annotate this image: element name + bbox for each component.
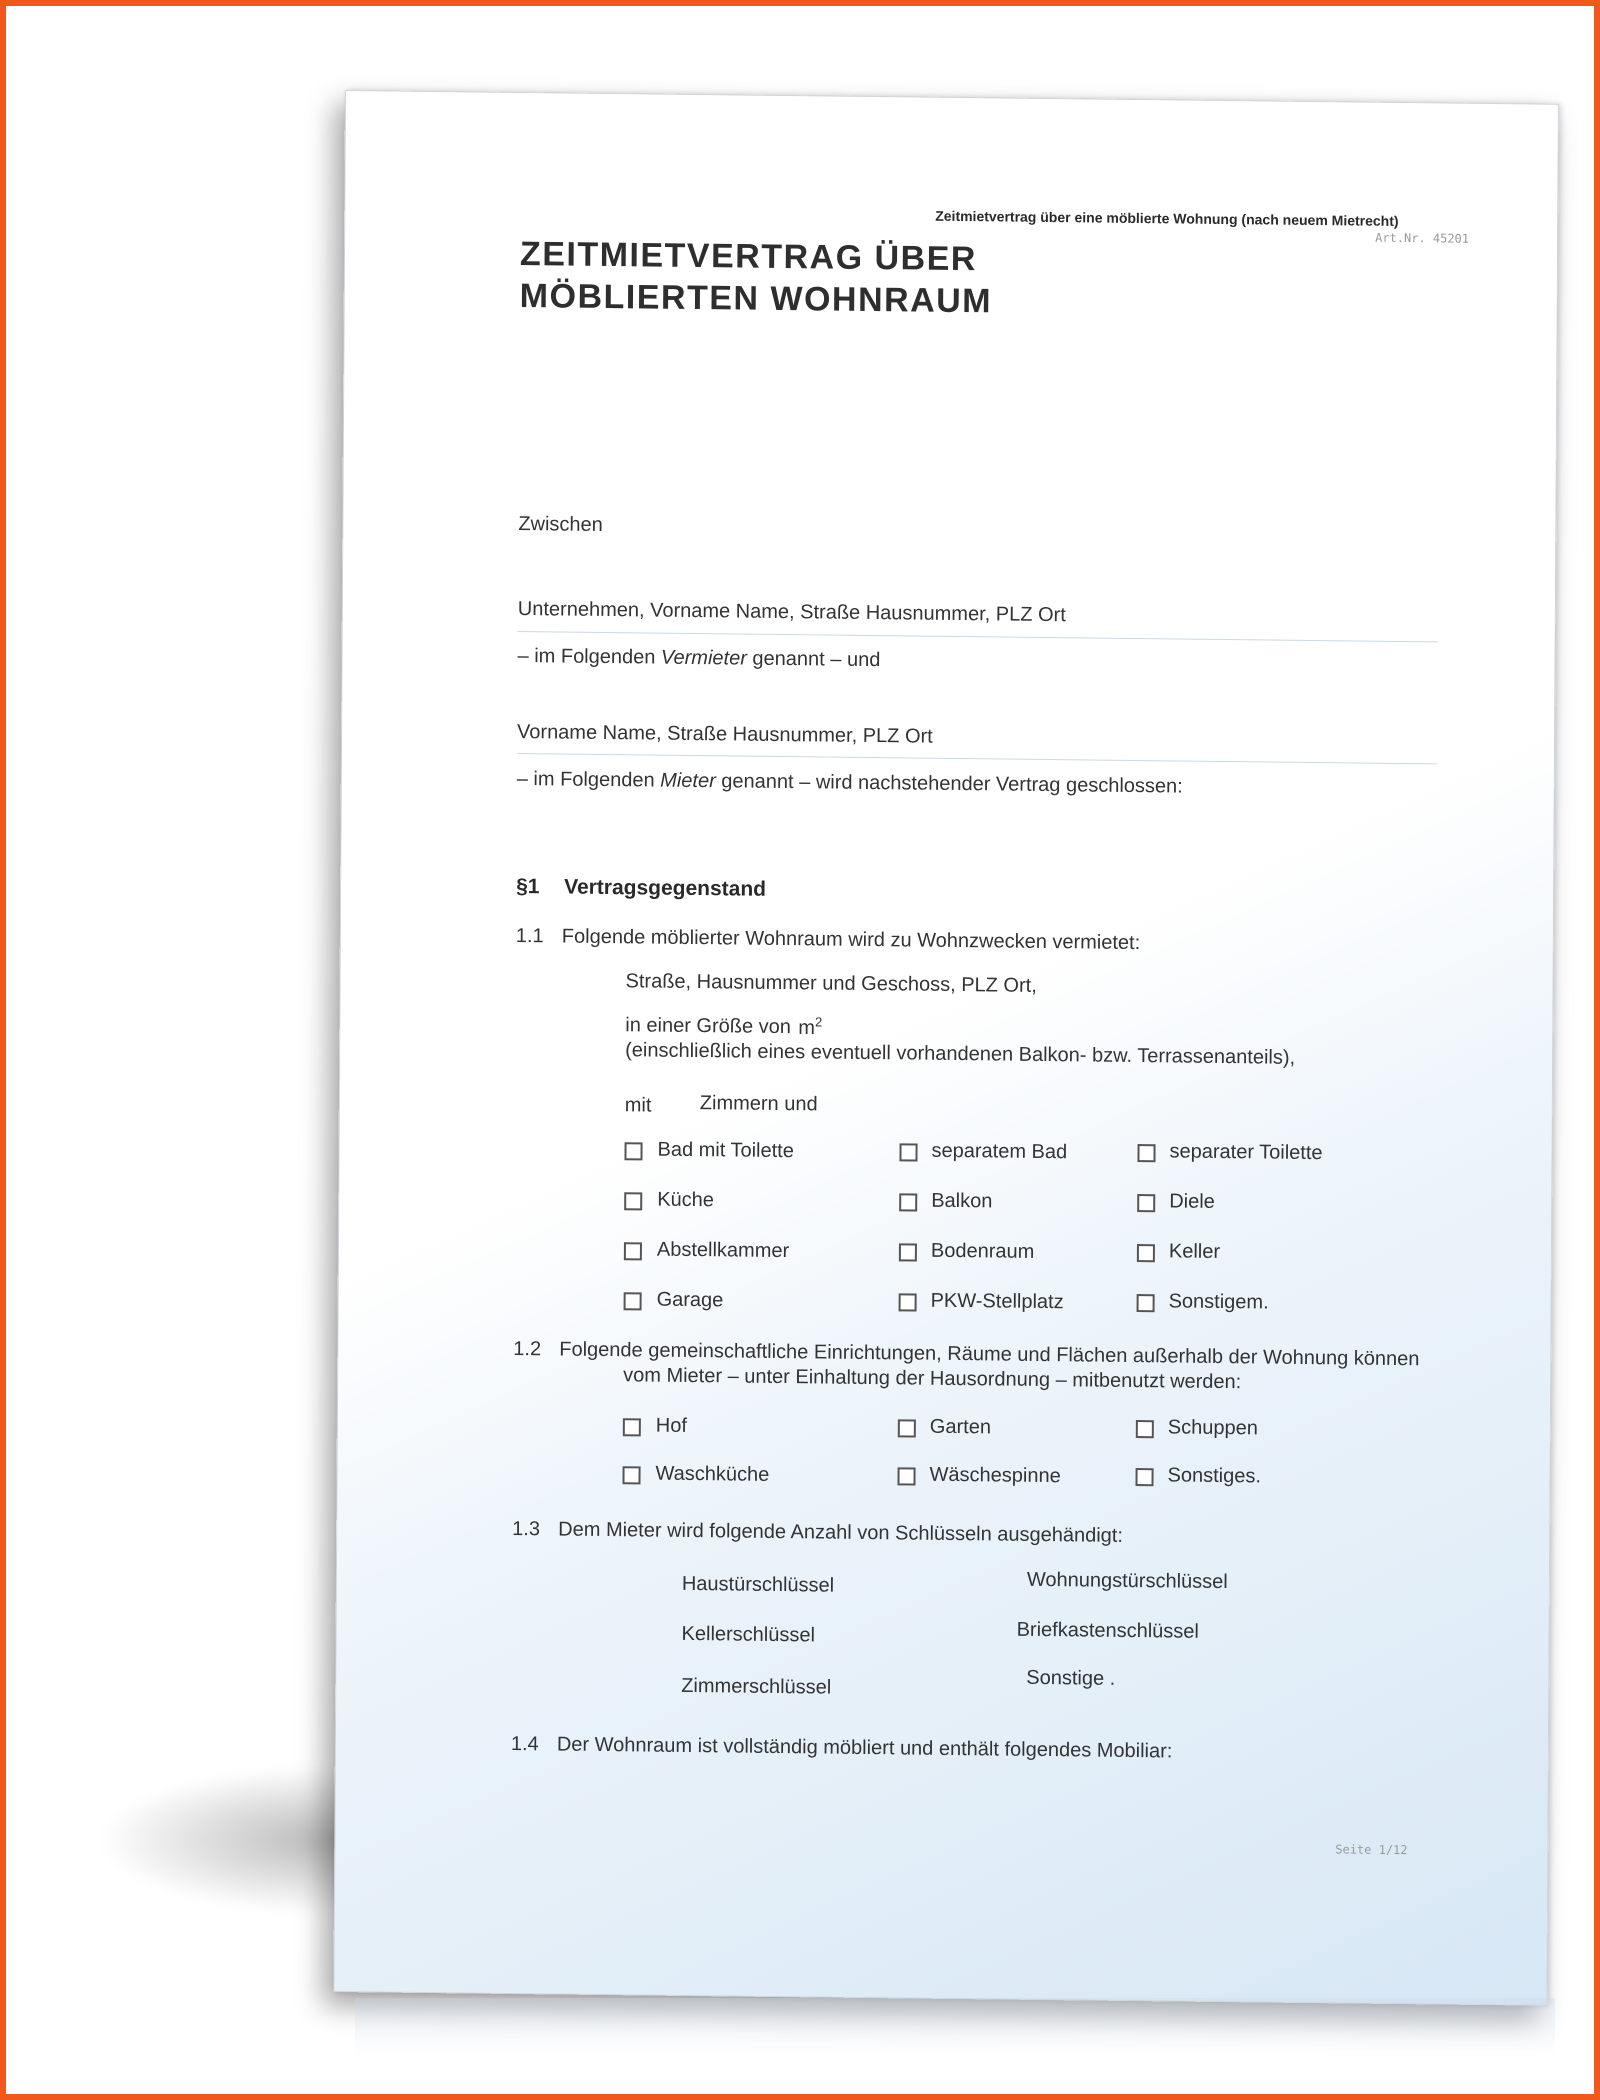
running-header: Zeitmietvertrag über eine möblierte Wohnung (nach neuem Mietrecht) xyxy=(935,207,1399,229)
item-1-2-number: 1.2 xyxy=(513,1337,542,1361)
title-line-1: ZEITMIETVERTRAG ÜBER xyxy=(519,234,978,279)
size-unit-exponent: 2 xyxy=(814,1014,823,1030)
label-separatem-bad: separatem Bad xyxy=(931,1139,1068,1164)
landlord-rule xyxy=(518,631,1438,642)
article-number: Art.Nr. 45201 xyxy=(1375,230,1470,246)
size-label: in einer Größe von xyxy=(625,1014,791,1039)
item-1-2-text-line2: vom Mieter – unter Einhaltung der Hausordnung – mitbenutzt werden: xyxy=(623,1364,1242,1394)
label-pkw-stellplatz: PKW-Stellplatz xyxy=(930,1289,1064,1314)
size-note: (einschließlich eines eventuell vorhandenen Balkon- bzw. Terrassenanteils), xyxy=(625,1039,1296,1069)
landlord-address: Unternehmen, Vorname Name, Straße Hausnummer, PLZ Ort xyxy=(517,597,1066,627)
checkbox-garten[interactable] xyxy=(898,1419,916,1437)
item-1-2-text: Folgende gemeinschaftliche Einrichtungen, Räume und Flächen außerhalb der Wohnung können xyxy=(559,1338,1420,1371)
checkbox-diele[interactable] xyxy=(1137,1194,1155,1212)
checkbox-balkon[interactable] xyxy=(899,1193,917,1211)
checkbox-abstellkammer[interactable] xyxy=(624,1242,642,1260)
checkbox-separatem-bad[interactable] xyxy=(899,1143,917,1161)
checkbox-kueche[interactable] xyxy=(624,1192,642,1210)
checkbox-waeschespinne[interactable] xyxy=(897,1467,915,1485)
item-1-4-number: 1.4 xyxy=(510,1732,539,1756)
title-line-2: MÖBLIERTEN WOHNRAUM xyxy=(519,276,993,321)
item-1-1-text: Folgende möblierter Wohnraum wird zu Wohnzwecken vermietet: xyxy=(561,925,1141,955)
label-diele: Diele xyxy=(1169,1190,1215,1213)
key-haustuer: Haustürschlüssel xyxy=(681,1572,835,1597)
tenant-role xyxy=(517,768,1183,799)
label-garage: Garage xyxy=(656,1288,724,1312)
section-title: Vertragsgegenstand xyxy=(564,875,767,901)
size-unit xyxy=(798,1014,822,1040)
checkbox-keller[interactable] xyxy=(1137,1244,1155,1262)
label-bodenraum: Bodenraum xyxy=(930,1239,1035,1263)
between-label: Zwischen xyxy=(518,512,603,536)
label-waschkueche: Waschküche xyxy=(655,1462,770,1486)
checkbox-bad-mit-toilette[interactable] xyxy=(624,1142,642,1160)
checkbox-sonstiges[interactable] xyxy=(1135,1468,1153,1486)
tenant-role-suffix: genannt – wird nachstehender Vertrag geschlossen: xyxy=(715,770,1183,798)
checkbox-schuppen[interactable] xyxy=(1136,1420,1154,1438)
property-address: Straße, Hausnummer und Geschoss, PLZ Ort, xyxy=(625,970,1037,997)
label-hof: Hof xyxy=(655,1414,688,1437)
item-1-3 xyxy=(512,1518,1123,1548)
key-briefkasten: Briefkastenschlüssel xyxy=(1016,1618,1199,1643)
label-keller: Keller xyxy=(1168,1240,1221,1263)
checkbox-garage[interactable] xyxy=(624,1292,642,1310)
label-sonstiges: Sonstiges. xyxy=(1167,1464,1262,1488)
item-1-4 xyxy=(511,1733,1173,1764)
key-wohnungstuer: Wohnungstürschlüssel xyxy=(1026,1568,1228,1594)
page-reflection xyxy=(355,1998,1555,2058)
tenant-role-prefix: – im Folgenden xyxy=(516,767,661,792)
rooms-prefix: mit xyxy=(624,1094,652,1117)
section-number: §1 xyxy=(516,874,540,899)
checkbox-separater-toilette[interactable] xyxy=(1137,1144,1155,1162)
tenant-address: Vorname Name, Straße Hausnummer, PLZ Ort xyxy=(517,720,933,748)
landlord-role xyxy=(517,645,880,672)
size-unit-m: m xyxy=(798,1016,816,1040)
key-keller: Kellerschlüssel xyxy=(681,1622,816,1647)
item-1-3-number: 1.3 xyxy=(512,1517,541,1541)
landlord-role-suffix: genannt – und xyxy=(746,647,881,672)
label-garten: Garten xyxy=(929,1415,992,1439)
page-number: Seite 1/12 xyxy=(1335,1842,1408,1858)
rooms-suffix: Zimmern und xyxy=(699,1092,818,1116)
landlord-role-prefix: – im Folgenden xyxy=(517,644,662,669)
tenant-rule xyxy=(517,753,1437,764)
label-sonstigem: Sonstigem. xyxy=(1168,1290,1269,1314)
label-schuppen: Schuppen xyxy=(1167,1416,1258,1440)
key-sonstige: Sonstige . xyxy=(1026,1666,1116,1690)
label-bad-mit-toilette: Bad mit Toilette xyxy=(657,1138,794,1163)
item-1-4-text: Der Wohnraum ist vollständig möbliert und enthält folgendes Mobiliar: xyxy=(556,1733,1173,1763)
document-title xyxy=(520,233,993,322)
label-separater-toilette: separater Toilette xyxy=(1169,1140,1323,1165)
checkbox-waschkueche[interactable] xyxy=(622,1466,640,1484)
checkbox-bodenraum[interactable] xyxy=(899,1243,917,1261)
label-balkon: Balkon xyxy=(931,1189,993,1213)
checkbox-hof[interactable] xyxy=(623,1418,641,1436)
item-1-1-number: 1.1 xyxy=(515,924,544,948)
label-kueche: Küche xyxy=(657,1188,715,1212)
landlord-role-term: Vermieter xyxy=(660,646,747,670)
checkbox-pkw-stellplatz[interactable] xyxy=(899,1293,917,1311)
key-zimmer: Zimmerschlüssel xyxy=(681,1674,832,1699)
item-1-3-text: Dem Mieter wird folgende Anzahl von Schlüsseln ausgehändigt: xyxy=(558,1518,1124,1547)
checkbox-sonstigem[interactable] xyxy=(1137,1294,1155,1312)
label-abstellkammer: Abstellkammer xyxy=(656,1238,790,1263)
tenant-role-term: Mieter xyxy=(660,769,716,793)
section-heading xyxy=(516,875,766,902)
label-waeschespinne: Wäschespinne xyxy=(929,1463,1061,1488)
document-page xyxy=(333,90,1559,2006)
item-1-1 xyxy=(516,925,1141,955)
